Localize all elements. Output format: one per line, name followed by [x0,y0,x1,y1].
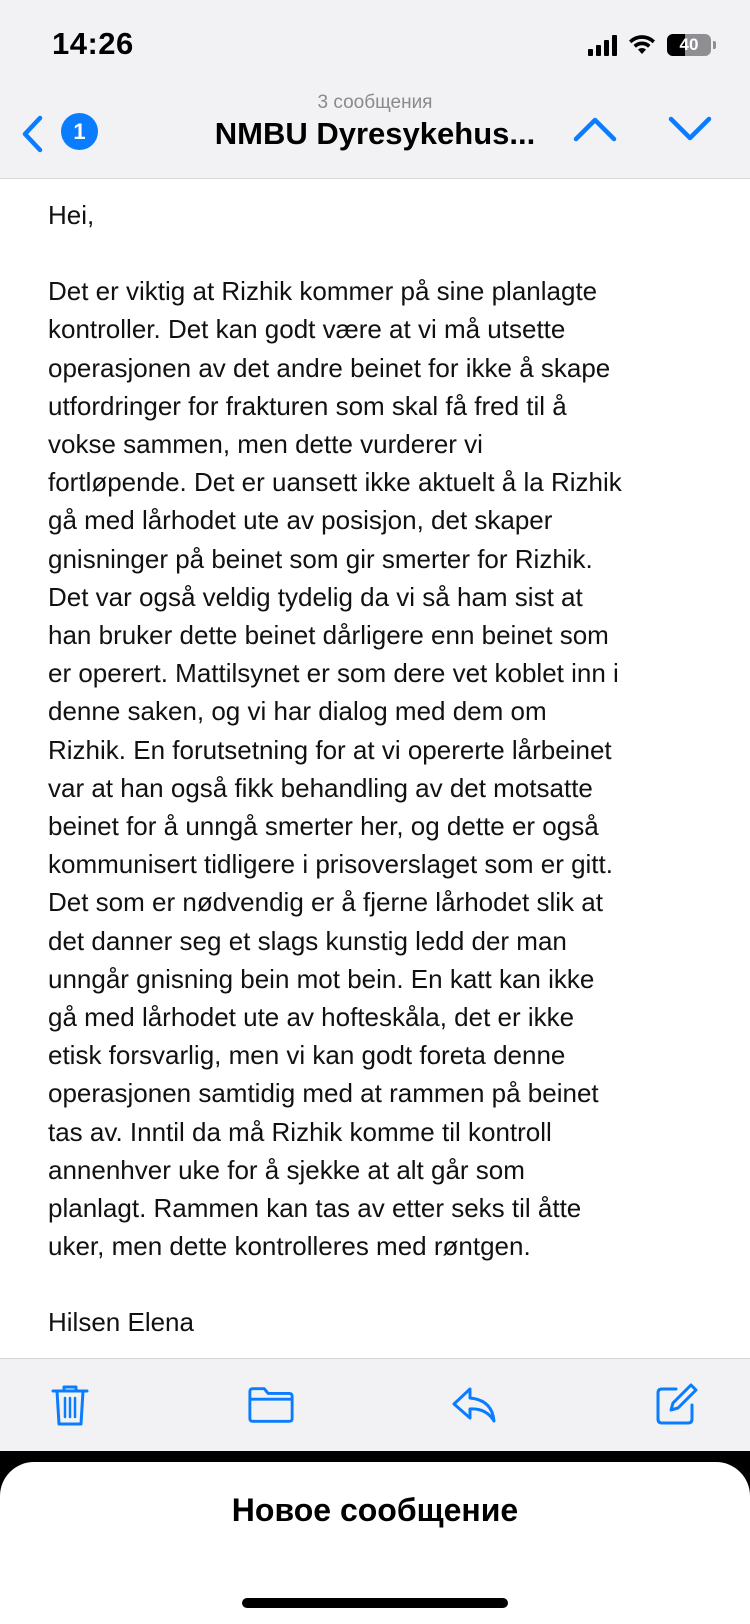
status-bar [0,0,750,92]
thread-title: NMBU Dyresykehus... [214,116,536,151]
message-body [48,196,718,1342]
chevron-left-icon [20,114,44,154]
back-button[interactable] [16,112,48,156]
move-to-folder-button[interactable] [247,1381,295,1429]
chevron-up-icon [572,114,618,144]
chevron-down-icon [667,114,713,144]
status-time: 14:26 [52,26,134,61]
compose-button[interactable] [652,1381,700,1429]
battery-level: 40 [679,35,699,54]
new-message-title: Новое сообщение [231,1492,519,1528]
next-message-button[interactable] [667,114,713,149]
compose-icon [654,1383,698,1427]
unread-count-badge: 1 [61,113,98,150]
delete-button[interactable] [46,1381,94,1429]
folder-icon [247,1385,295,1425]
reply-button[interactable] [450,1381,498,1429]
new-message-sheet[interactable] [0,1462,750,1624]
previous-message-button[interactable] [572,114,618,149]
navigation-bar [0,92,750,179]
message-count: 3 сообщения [317,92,433,113]
reply-icon [450,1385,498,1425]
status-icons [588,34,716,56]
wifi-icon [627,34,657,56]
bottom-toolbar [0,1358,750,1451]
battery-icon [667,34,711,56]
message-paragraph: Det er viktig at Rizhik kommer på sine planlagte kontroller. Det kan godt være at vi må utsette operasjonen av det andre beinet for ikke å skape utfordringer for frakturen som skal få fred til å vokse sammen, men dette vurderer vi fortløpende. Det er uansett ikke aktuelt å la Rizhik gå med lårhodet ute av posisjon, det skaper gnisninger på beinet som gir smerter for Rizhik. Det var også veldig tydelig da vi så ham sist at han bruker dette beinet dårligere enn beinet som er operert. Mattilsynet er som dere vet koblet inn i denne saken, og vi har dialog med dem om Rizhik. En forutsetning for at vi opererte lårbeinet var at han også fikk behandling av det motsatte beinet for å unngå smerter her, og dette er også kommunisert tidligere i prisoverslaget som er gitt. Det som er nødvendig er å fjerne lårhodet slik at det danner seg et slags kunstig ledd der man unngår gnisning bein mot bein. En katt kan ikke gå med lårhodet ute av hofteskåla, det er ikke etisk forsvarlig, men vi kan godt foreta denne operasjonen samtidig med at rammen på beinet tas av. Inntil da må Rizhik komme til kontroll annenhver uke for å sjekke at alt går som planlagt. Rammen kan tas av etter seks til åtte uker, men dette kontrolleres med røntgen. [48,276,622,1262]
home-indicator[interactable] [242,1598,508,1608]
trash-icon [50,1383,90,1427]
message-greeting: Hei, [48,200,95,230]
cellular-signal-icon [588,34,617,56]
message-signature: Hilsen Elena [48,1307,194,1338]
